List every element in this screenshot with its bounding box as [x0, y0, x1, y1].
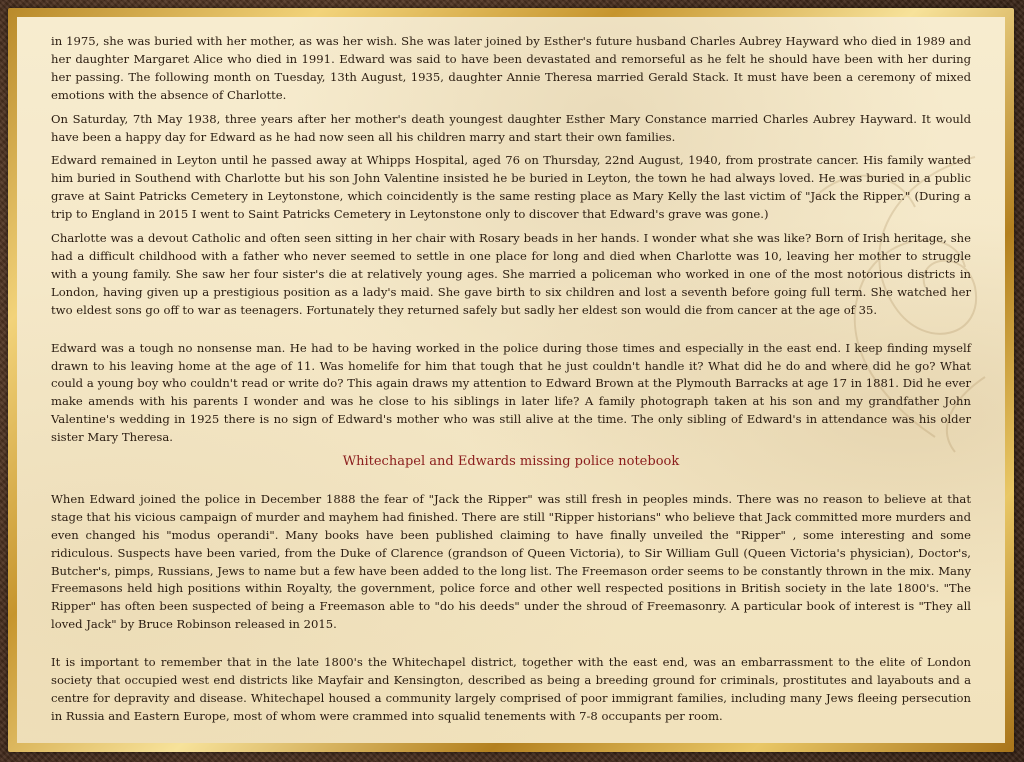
paragraph-esther-marriage: On Saturday, 7th May 1938, three years after her mother's death youngest daughter Esther Mary Constance married Charles Aubrey Hayward. It would have been a happy day for Edward as he had now seen all his children marry and start their own families. — [51, 111, 971, 144]
paragraph-charlotte-life: Charlotte was a devout Catholic and often seen sitting in her chair with Rosary beads in her hands. I wonder what she was like? Born of Irish heritage, she had a difficult childhood with a father who never seemed to settle in one place for long and died when Charlotte was 10, leaving her mother to struggle with a young family. She saw her four sister's die at relatively young ages. She married a policeman who worked in one of the most notorious districts in London, having given up a prestigious position as a lady's maid. She gave birth to six children and lost a seventh before going full term. She watched her two eldest sons go off to war as teenagers. Fortunately they returned safely but sadly her eldest son would die from cancer at the age of 35. — [51, 231, 971, 317]
paragraph-jack-the-ripper: When Edward joined the police in December 1888 the fear of "Jack the Ripper" was still fresh in peoples minds. There was no reason to believe at that stage that his vicious campaign of murder and mayhem had finished. There are still "Ripper historians" who believe that Jack committed more murders and even changed his "modus operandi". Many books have been published claiming to have finally unveiled the "Ripper" , some interesting and some ridiculous. Suspects have been varied, from the Duke of Clarence (grandson of Queen Victoria), to Sir William Gull (Queen Victoria's physician), Doctor's, Butcher's, pimps, Russians, Jews to name but a few have been added to the long list. The Freemason order seems to be constantly thrown in the mix. Many Freemasons held high positions within Royalty, the government, police force and other well respected positions in British society in the late 1800's. "The Ripper" has often been suspected of being a Freemason able to "do his deeds" under the shroud of Freemasonry. A particular book of interest is "They all loved Jack" by Bruce Robinson released in 2015. — [51, 491, 971, 632]
paragraph-whitechapel-district: It is important to remember that in the late 1800's the Whitechapel district, together with the east end, was an embarrassment to the elite of London society that occupied west end districts like Mayfair and Kensington, described as being a breeding ground for criminals, prostitutes and layabouts and a centre for depravity and disease. Whitechapel housed a community largely comprised of poor immigrant families, including many Jews fleeing persecution in Russia and Eastern Europe, most of whom were crammed into squalid tenements with 7-8 occupants per room. — [51, 655, 971, 723]
paragraph-edward-death: Edward remained in Leyton until he passed away at Whipps Hospital, aged 76 on Thursday, 22nd August, 1940, from prostrate cancer. His family wanted him buried in Southend with Charlotte but his son John Valentine insisted he be buried in Leyton, the town he had always loved. He was buried in a public grave at Saint Patricks Cemetery in Leytonstone, which coincidently is the same resting place as Mary Kelly the last victim of "Jack the Ripper." (During a trip to England in 2015 I went to Saint Patricks Cemetery in Leytonstone only to discover that Edward's grave was gone.) — [51, 153, 971, 222]
parchment-page — [17, 17, 1005, 743]
document-body — [51, 33, 971, 732]
paragraph-edward-character: Edward was a tough no nonsense man. He had to be having worked in the police during those times and especially in the east end. I keep finding myself drawn to his leaving home at the age of 11. Was homelife for him that tough that he just couldn't handle it? What did he do and where did he go? What could a young boy who couldn't read or write do? This again draws my attention to Edward Brown at the Plymouth Barracks at age 17 in 1881. Did he ever make amends with his parents I wonder and was he close to his siblings in later life? A family photograph taken at his son and my grandfather John Valentine's wedding in 1925 there is no sign of Edward's mother who was still alive at the time. The only sibling of Edward's in attendance was his older sister Mary Theresa. — [51, 340, 971, 445]
section-heading: Whitechapel and Edwards missing police notebook — [342, 454, 680, 470]
paragraph-charlotte-burial: in 1975, she was buried with her mother, as was her wish. She was later joined by Esther's future husband Charles Aubrey Hayward who died in 1989 and her daughter Margaret Alice who died in 1991. Edward was said to have been devastated and remorseful as he felt he should have been with her during her passing. The following month on Tuesday, 13th August, 1935, daughter Annie Theresa married Gerald Stack. It must have been a ceremony of mixed emotions with the absence of Charlotte. — [51, 34, 971, 102]
